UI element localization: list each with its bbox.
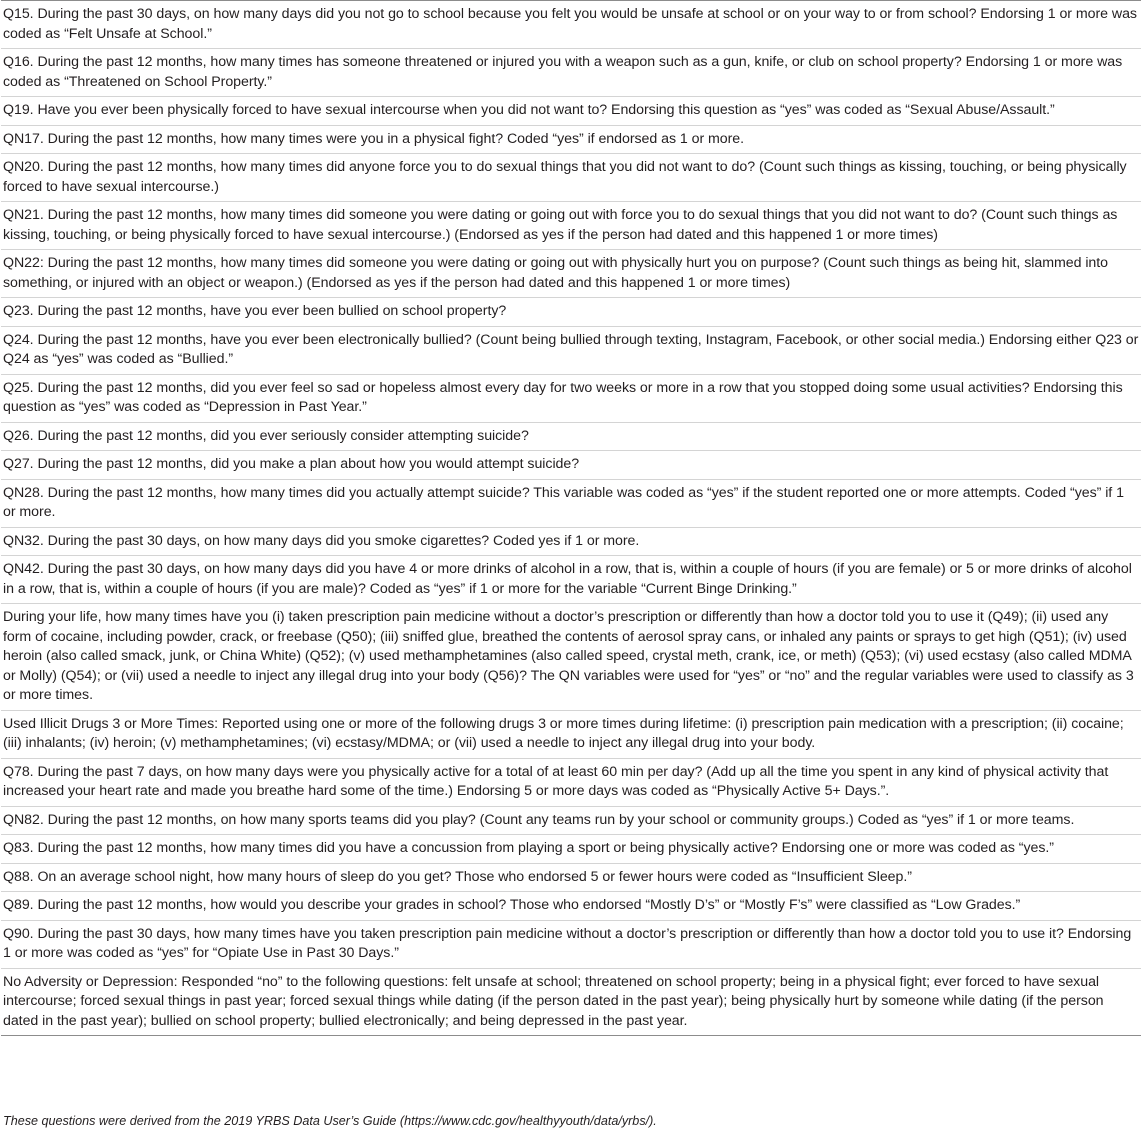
question-definitions-table (1, 0, 1141, 1036)
table-row-q78: Q78. During the past 7 days, on how many days were you physically active for a total of at least 60 min per day? (Add up all the time you spent in any kind of physical activity that increased your heart rate and made you breathe hard some of the time.) Endorsing 5 or more days was coded as “Physically Active 5+ Days.”. (1, 759, 1141, 807)
table-row-q24: Q24. During the past 12 months, have you ever been electronically bullied? (Count being bullied through texting, Instagram, Facebook, or other social media.) Endorsing either Q23 or Q24 as “yes” was coded as “Bullied.” (1, 327, 1141, 375)
table-row-q26: Q26. During the past 12 months, did you ever seriously consider attempting suicide? (1, 423, 1141, 452)
table-footnote: These questions were derived from the 2019 YRBS Data User’s Guide (https://www.cdc.gov/healthyyouth/data/yrbs/). (3, 1114, 657, 1128)
table-row-qn28: QN28. During the past 12 months, how many times did you actually attempt suicide? This variable was coded as “yes” if the student reported one or more attempts. Coded “yes” if 1 or more. (1, 480, 1141, 528)
table-row-q89: Q89. During the past 12 months, how would you describe your grades in school? Those who endorsed “Mostly D’s” or “Mostly F’s” were classified as “Low Grades.” (1, 892, 1141, 921)
table-row-qn21: QN21. During the past 12 months, how many times did someone you were dating or going out with force you to do sexual things that you did not want to do? (Count such things as kissing, touching, or being physically forced to have sexual intercourse.) (Endorsed as yes if the person had dated and this happened 1 or more times) (1, 202, 1141, 250)
table-row-qn82: QN82. During the past 12 months, on how many sports teams did you play? (Count any teams run by your school or community groups.) Coded as “yes” if 1 or more teams. (1, 807, 1141, 836)
table-row-q90: Q90. During the past 30 days, how many times have you taken prescription pain medicine without a doctor’s prescription or differently than how a doctor told you to use it? Endorsing 1 or more was coded as “yes” for “Opiate Use in Past 30 Days.” (1, 921, 1141, 969)
table-row-qn20: QN20. During the past 12 months, how many times did anyone force you to do sexual things that you did not want to do? (Count such things as kissing, touching, or being physically forced to have sexual intercourse.) (1, 154, 1141, 202)
table-row-qn42: QN42. During the past 30 days, on how many days did you have 4 or more drinks of alcohol in a row, that is, within a couple of hours (if you are female) or 5 or more drinks of alcohol in a row, that is, within a couple of hours (if you are male)? Coded as “yes” if 1 or more for the variable “Current Binge Drinking.” (1, 556, 1141, 604)
table-row-lifetime-drug-use: During your life, how many times have you (i) taken prescription pain medicine without a doctor’s prescription or differently than how a doctor told you to use it (Q49); (ii) used any form of cocaine, including powder, crack, or freebase (Q50); (iii) sniffed glue, breathed the contents of aerosol spray cans, or inhaled any paints or sprays to get high (Q51); (iv) used heroin (also called smack, junk, or China White) (Q52); (v) used methamphetamines (also called speed, crystal meth, crank, ice, or meth) (Q53); (vi) used ecstasy (also called MDMA or Molly) (Q54); or (vii) used a needle to inject any illegal drug into your body (Q56)? The QN variables were used for “yes” or “no” and the regular variables were used to classify as 3 or more times. (1, 604, 1141, 711)
table-row-q83: Q83. During the past 12 months, how many times did you have a concussion from playing a sport or being physically active? Endorsing one or more was coded as “yes.” (1, 835, 1141, 864)
table-row-qn22: QN22: During the past 12 months, how many times did someone you were dating or going out with physically hurt you on purpose? (Count such things as being hit, slammed into something, or injured with an object or weapon.) (Endorsed as yes if the person had dated and this happened 1 or more times) (1, 250, 1141, 298)
table-row-illicit-drugs: Used Illicit Drugs 3 or More Times: Reported using one or more of the following drugs 3 or more times during lifetime: (i) prescription pain medication with a prescription; (ii) cocaine; (iii) inhalants; (iv) heroin; (v) methamphetamines; (vi) ecstasy/MDMA; or (vii) used a needle to inject any illegal drug into your body. (1, 711, 1141, 759)
table-row-q27: Q27. During the past 12 months, did you make a plan about how you would attempt suicide? (1, 451, 1141, 480)
table-row-q19: Q19. Have you ever been physically forced to have sexual intercourse when you did not want to? Endorsing this question as “yes” was coded as “Sexual Abuse/Assault.” (1, 97, 1141, 126)
table-row-qn17: QN17. During the past 12 months, how many times were you in a physical fight? Coded “yes” if endorsed as 1 or more. (1, 126, 1141, 155)
table-rows (1, 1, 1141, 1036)
table-row-qn32: QN32. During the past 30 days, on how many days did you smoke cigarettes? Coded yes if 1 or more. (1, 528, 1141, 557)
table-row-q88: Q88. On an average school night, how many hours of sleep do you get? Those who endorsed 5 or fewer hours were coded as “Insufficient Sleep.” (1, 864, 1141, 893)
table-row-q25: Q25. During the past 12 months, did you ever feel so sad or hopeless almost every day for two weeks or more in a row that you stopped doing some usual activities? Endorsing this question as “yes” was coded as “Depression in Past Year.” (1, 375, 1141, 423)
table-row-q16: Q16. During the past 12 months, how many times has someone threatened or injured you with a weapon such as a gun, knife, or club on school property? Endorsing 1 or more was coded as “Threatened on School Property.” (1, 49, 1141, 97)
table-row-no-adversity: No Adversity or Depression: Responded “no” to the following questions: felt unsafe at school; threatened on school property; being in a physical fight; ever forced to have sexual intercourse; forced sexual things in past year; forced sexual things while dating (if the person dated in the past year); being physically hurt by someone while dating (if the person dated in the past year); bullied on school property; bullied electronically; and being depressed in the past year. (1, 969, 1141, 1037)
table-row-q15: Q15. During the past 30 days, on how many days did you not go to school because you felt you would be unsafe at school or on your way to or from school? Endorsing 1 or more was coded as “Felt Unsafe at School.” (1, 1, 1141, 49)
table-row-q23: Q23. During the past 12 months, have you ever been bullied on school property? (1, 298, 1141, 327)
